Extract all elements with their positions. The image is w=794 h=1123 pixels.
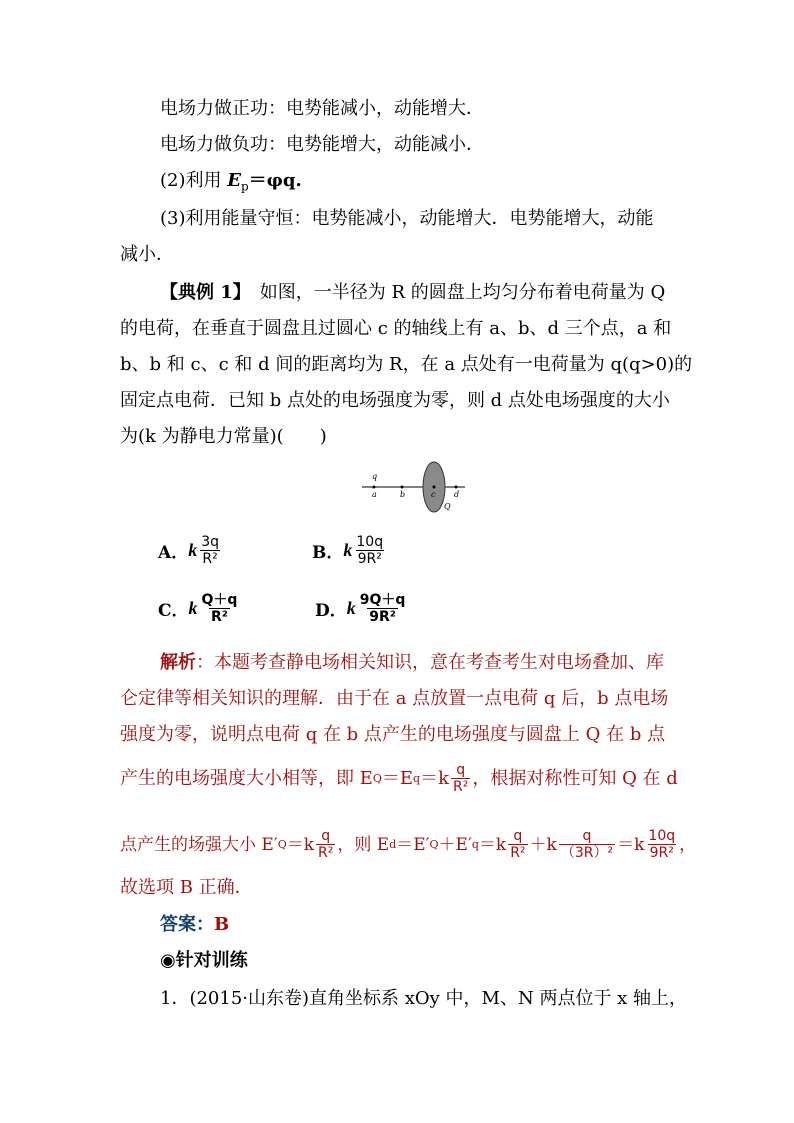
s5-fraction-1: [316, 828, 335, 861]
option-d-fraction: [358, 592, 408, 625]
solution-label: 解析: [160, 652, 196, 673]
ep-subscript: p: [240, 179, 249, 194]
s4-sub-Q: Q: [372, 771, 382, 785]
option-d-denominator: 9R²: [369, 609, 396, 625]
label-q: q: [372, 472, 378, 481]
option-c-k: k: [188, 598, 198, 618]
s5-eq2: ＝k: [478, 834, 507, 855]
training-title: ◉针对训练: [160, 950, 248, 971]
s4-pre: 产生的电场强度大小相等，即 E: [120, 767, 373, 789]
example-text-1: 如图，一半径为 R 的圆盘上均匀分布着电荷量为 Q: [241, 282, 666, 303]
s4-sub-q: q: [413, 771, 421, 785]
s5-sum: ＝E′: [396, 834, 430, 855]
option-a[interactable]: [158, 534, 223, 567]
option-c-numerator: Q＋q: [201, 592, 238, 608]
s5-comma: ，: [679, 834, 697, 855]
example-tag: 【典例 1】: [160, 282, 242, 303]
s5-sub-Q2: Q: [429, 837, 439, 851]
option-c-fraction: [200, 592, 240, 625]
text-line-5: 减小．: [120, 244, 174, 265]
text-line-4: (3)利用能量守恒：电势能减小，动能增大．电势能增大，动能: [160, 208, 654, 229]
option-d[interactable]: [315, 592, 409, 625]
option-a-k: k: [188, 540, 198, 560]
point-b: [401, 486, 404, 489]
solution-text-1: ：本题考查静电场相关知识，意在考查考生对电场叠加、库: [196, 652, 664, 673]
s5-denominator-1: R²: [318, 845, 334, 861]
s5-fraction-3: [559, 828, 615, 861]
point-a: [373, 486, 376, 489]
option-c-denominator: R²: [211, 609, 228, 625]
solution-line-3: 强度为零，说明点电荷 q 在 b 点产生的电场强度与圆盘上 Q 在 b 点: [120, 724, 666, 745]
option-d-letter: D．: [315, 601, 347, 621]
ep-symbol: E: [227, 170, 241, 191]
option-c-letter: C．: [158, 601, 189, 621]
option-d-k: k: [346, 598, 356, 618]
option-b-fraction: [354, 534, 385, 567]
example-line-1: [160, 281, 665, 305]
solution-line-5: [120, 828, 696, 861]
s5-sub-Q: Q: [277, 837, 287, 851]
answer-line: [160, 913, 229, 937]
option-b-k: k: [343, 540, 353, 560]
s5-numerator-4: 10q: [648, 828, 676, 844]
solution-line-6: 故选项 B 正确．: [120, 877, 253, 898]
example-line-5: 为(k 为静电力常量)( ): [120, 426, 327, 447]
text-line-3-pre: (2)利用: [160, 170, 228, 191]
s5-denominator-3: （3R）²: [560, 845, 614, 861]
text-line-3: [160, 169, 302, 199]
example-line-3: b、b 和 c、c 和 d 间的距离均为 R，在 a 点处有一电荷量为 q(q>0)的: [120, 354, 693, 375]
s4-post: ，根据对称性可知 Q 在 d: [472, 767, 678, 789]
text-line-1: 电场力做正功：电势能减小，动能增大．: [160, 98, 484, 119]
point-c: [433, 486, 436, 489]
s5-fraction-2: [508, 828, 527, 861]
option-d-numerator: 9Q＋q: [359, 592, 406, 608]
s5-numerator-3: q: [582, 828, 592, 844]
label-b: b: [400, 490, 406, 499]
option-b-numerator: 10q: [356, 534, 384, 550]
point-d: [455, 486, 458, 489]
example-line-4: 固定点电荷．已知 b 点处的电场强度为零，则 d 点处电场强度的大小: [120, 390, 670, 411]
option-a-letter: A．: [158, 543, 189, 563]
s5-denominator-2: R²: [510, 845, 526, 861]
s5-pre: 点产生的场强大小 E′: [120, 834, 278, 855]
option-b[interactable]: [312, 534, 387, 567]
label-Q: Q: [444, 502, 451, 511]
option-a-fraction: [199, 534, 221, 567]
s5-sub-q: q: [471, 837, 479, 851]
disk-figure: [360, 455, 470, 517]
label-d: d: [454, 490, 460, 499]
text-line-3-post: ＝φq.: [248, 170, 302, 191]
s5-fraction-4: [646, 828, 677, 861]
question-1: 1．(2015·山东卷)直角坐标系 xOy 中，M、N 两点位于 x 轴上，: [160, 988, 688, 1009]
s4-mid: ＝E: [381, 767, 414, 789]
option-a-numerator: 3q: [201, 534, 219, 550]
example-line-2: 的电荷，在垂直于圆盘且过圆心 c 的轴线上有 a、b、d 三个点，a 和: [120, 318, 672, 339]
s5-numerator-1: q: [321, 828, 331, 844]
option-a-denominator: R²: [202, 551, 218, 567]
answer-label: 答案：: [160, 914, 214, 935]
s5-sub-d: d: [389, 837, 397, 851]
s4-denominator: R²: [453, 779, 469, 795]
solution-line-1: [160, 651, 664, 675]
s5-eq3: ＝k: [617, 834, 645, 855]
s5-plus2: ＋k: [529, 834, 557, 855]
s4-eq: ＝k: [420, 767, 450, 789]
option-c[interactable]: [158, 592, 241, 625]
s5-eq: ＝k: [286, 834, 315, 855]
s5-plus: ＋E′: [438, 834, 472, 855]
option-b-denominator: 9R²: [357, 551, 382, 567]
solution-line-4: [120, 762, 678, 795]
label-c: c: [431, 490, 436, 499]
s4-numerator: q: [456, 762, 466, 778]
solution-line-2: 仑定律等相关知识的理解．由于在 a 点放置一点电荷 q 后，b 点电场: [120, 688, 669, 709]
s5-numerator-2: q: [513, 828, 523, 844]
label-a: a: [372, 490, 377, 499]
s5-denominator-4: 9R²: [649, 845, 674, 861]
answer-value: B: [214, 914, 230, 935]
option-b-letter: B．: [312, 543, 344, 563]
text-line-2: 电场力做负功：电势能增大，动能减小．: [160, 134, 484, 155]
s5-then: ，则 E: [337, 834, 390, 855]
s4-fraction: [451, 762, 470, 795]
